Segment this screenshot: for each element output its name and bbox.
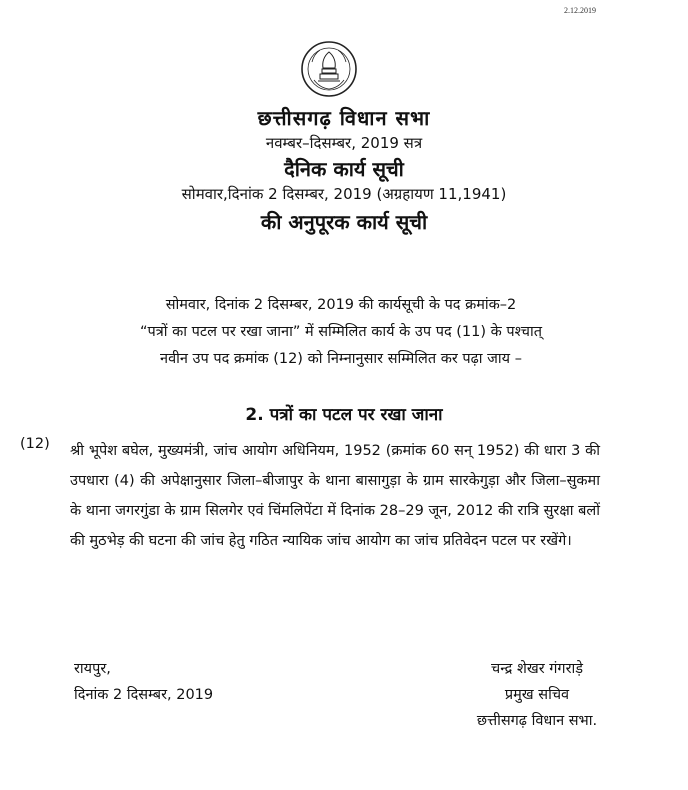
supplementary-title: की अनुपूरक कार्य सूची <box>260 210 428 234</box>
assembly-title: छत्तीसगढ़ विधान सभा <box>257 106 431 130</box>
intro-line: “पत्रों का पटल पर रखा जाना” में सम्मिलित कार्य के उप पद (11) के पश्चात् <box>139 324 542 340</box>
item-text: श्री भूपेश बघेल, मुख्यमंत्री, जांच आयोग अधिनियम, 1952 (क्रमांक 60 सन् 1952) की धारा 3 की उपधारा (4) की अपेक्षानुसार जिला–बीजापुर के थाना बासागुड़ा के ग्राम सारकेगुड़ा और जिला–सुकमा के थाना जगरगुंडा के ग्राम सिलगेर एवं चिंमलिपेंटा में दिनांक 28–29 जून, 2012 की रात्रि सुरक्षा बलों की मुठभेड़ की घटना की जांच हेतु गठित न्यायिक जांच आयोग का जांच प्रतिवेदन पटल पर रखेंगे। <box>70 443 600 549</box>
signatory-name: चन्द्र शेखर गंगराड़े <box>490 661 584 677</box>
agenda-item <box>20 436 630 556</box>
section-heading: 2. पत्रों का पटल पर रखा जाना <box>245 405 443 425</box>
place-date-block <box>74 656 213 708</box>
assembly-emblem-icon <box>300 40 358 98</box>
agenda-title: दैनिक कार्य सूची <box>284 157 404 181</box>
document-header <box>0 104 688 235</box>
place: रायपुर, <box>74 661 111 677</box>
session-line: नवम्बर–दिसम्बर, 2019 सत्र <box>265 134 423 152</box>
footer-date: दिनांक 2 दिसम्बर, 2019 <box>74 687 214 703</box>
intro-line: नवीन उप पद क्रमांक (12) को निम्नानुसार सम्मिलित कर पढ़ा जाय – <box>160 351 522 367</box>
item-number: (12) <box>20 436 50 452</box>
signatory-org: छत्तीसगढ़ विधान सभा. <box>476 713 598 729</box>
signature-block <box>432 656 642 734</box>
intro-line: सोमवार, दिनांक 2 दिसम्बर, 2019 की कार्यसूची के पद क्रमांक–2 <box>165 297 517 313</box>
signatory-designation: प्रमुख सचिव <box>504 687 570 703</box>
intro-paragraph <box>74 292 608 373</box>
date-line: सोमवार,दिनांक 2 दिसम्बर, 2019 (अग्रहायण 11,1941) <box>181 185 507 203</box>
date-stamp: 2.12.2019 <box>564 6 596 15</box>
